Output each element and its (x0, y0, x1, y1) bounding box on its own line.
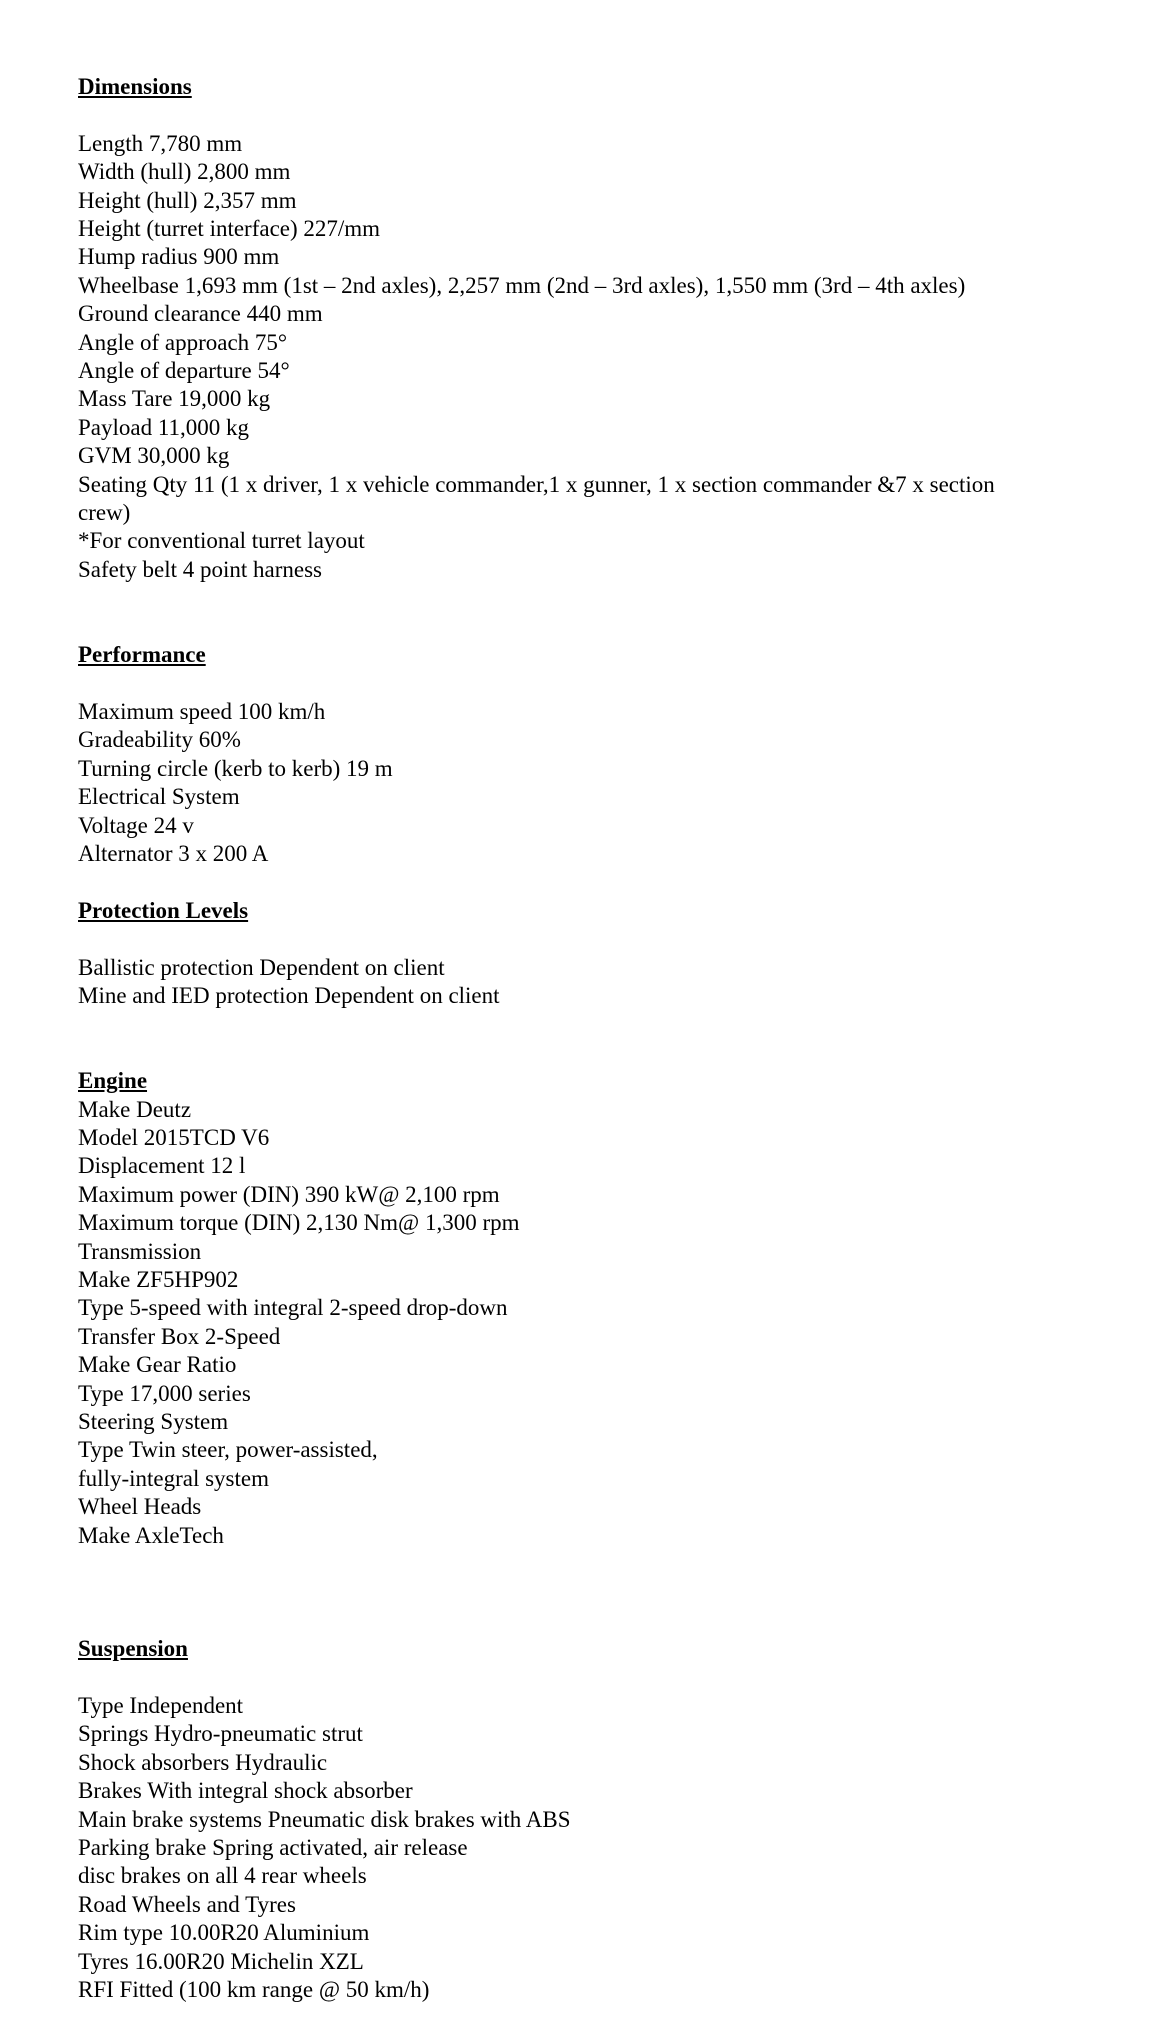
spec-line: *For conventional turret layout (78, 528, 365, 554)
spec-line: Transfer Box 2-Speed (78, 1323, 281, 1349)
spec-line: fully-integral system (78, 1465, 269, 1491)
spec-line: Brakes With integral shock absorber (78, 1778, 413, 1804)
section-body-protection-levels (78, 954, 1161, 1011)
section-heading-engine: Engine (78, 1068, 148, 1094)
spec-line: Turning circle (kerb to kerb) 19 m (78, 755, 393, 781)
spec-line: Springs Hydro-pneumatic strut (78, 1721, 363, 1747)
spec-line: Safety belt 4 point harness (78, 556, 323, 582)
spec-line: Type Independent (78, 1693, 244, 1719)
spec-line: Payload 11,000 kg (78, 414, 249, 440)
section-heading-dimensions: Dimensions (78, 74, 192, 99)
spec-line: Rim type 10.00R20 Aluminium (78, 1920, 370, 1946)
section-body-suspension (78, 1692, 1161, 2004)
spec-line: disc brakes on all 4 rear wheels (78, 1863, 367, 1889)
spec-line: Width (hull) 2,800 mm (78, 159, 291, 185)
spec-line: Make ZF5HP902 (78, 1266, 239, 1292)
spec-line: Electrical System (78, 784, 240, 810)
spec-line: Hump radius 900 mm (78, 244, 280, 270)
section-body-performance (78, 698, 1161, 868)
spec-line: Displacement 12 l (78, 1153, 246, 1179)
spec-line: Parking brake Spring activated, air release (78, 1835, 468, 1861)
spec-line: Main brake systems Pneumatic disk brakes with ABS (78, 1806, 571, 1832)
spec-line: Tyres 16.00R20 Michelin XZL (78, 1948, 364, 1974)
section-heading-suspension: Suspension (78, 1636, 188, 1662)
section-heading-protection-levels: Protection Levels (78, 897, 249, 923)
spec-line: Mine and IED protection Dependent on client (78, 982, 500, 1008)
section-dimensions (78, 73, 1161, 584)
spec-line: Ground clearance 440 mm (78, 301, 323, 327)
spec-line: GVM 30,000 kg (78, 443, 230, 469)
spec-line: RFI Fitted (100 km range @ 50 km/h) (78, 1977, 430, 2003)
spec-line: Voltage 24 v (78, 812, 194, 838)
spec-line: Seating Qty 11 (1 x driver, 1 x vehicle commander,1 x gunner, 1 x section commander &7 x section (78, 471, 995, 497)
spec-line: Alternator 3 x 200 A (78, 840, 269, 866)
spec-line: Wheel Heads (78, 1494, 202, 1520)
section-engine (78, 1067, 1161, 1550)
spec-line: Mass Tare 19,000 kg (78, 386, 271, 412)
spec-line: crew) (78, 500, 131, 526)
spec-line: Wheelbase 1,693 mm (1st – 2nd axles), 2,257 mm (2nd – 3rd axles), 1,550 mm (3rd – 4th axles) (78, 272, 966, 298)
section-performance (78, 641, 1161, 868)
spec-line: Road Wheels and Tyres (78, 1891, 296, 1917)
spec-line: Angle of approach 75° (78, 329, 288, 355)
spec-line: Maximum torque (DIN) 2,130 Nm@ 1,300 rpm (78, 1210, 520, 1236)
spec-line: Make Deutz (78, 1096, 192, 1122)
spec-line: Maximum speed 100 km/h (78, 698, 326, 724)
spec-line: Type Twin steer, power-assisted, (78, 1437, 378, 1463)
spec-line: Type 5-speed with integral 2-speed drop-down (78, 1295, 508, 1321)
spec-line: Make AxleTech (78, 1522, 224, 1548)
section-heading-performance: Performance (78, 642, 206, 668)
spec-line: Model 2015TCD V6 (78, 1124, 270, 1150)
spec-line: Transmission (78, 1238, 202, 1264)
spec-line: Type 17,000 series (78, 1380, 251, 1406)
spec-line: Height (turret interface) 227/mm (78, 216, 381, 242)
section-body-dimensions (78, 130, 1161, 585)
spec-line: Gradeability 60% (78, 727, 241, 753)
spec-line: Angle of departure 54° (78, 358, 290, 384)
spec-line: Make Gear Ratio (78, 1352, 237, 1378)
section-protection-levels (78, 897, 1161, 1011)
spec-line: Ballistic protection Dependent on client (78, 954, 445, 980)
spec-line: Steering System (78, 1409, 229, 1434)
spec-line: Maximum power (DIN) 390 kW@ 2,100 rpm (78, 1181, 500, 1207)
spec-line: Length 7,780 mm (78, 130, 243, 156)
section-body-engine (78, 1096, 1161, 1551)
section-suspension (78, 1635, 1161, 2004)
spec-line: Shock absorbers Hydraulic (78, 1749, 328, 1775)
spec-line: Height (hull) 2,357 mm (78, 187, 297, 213)
